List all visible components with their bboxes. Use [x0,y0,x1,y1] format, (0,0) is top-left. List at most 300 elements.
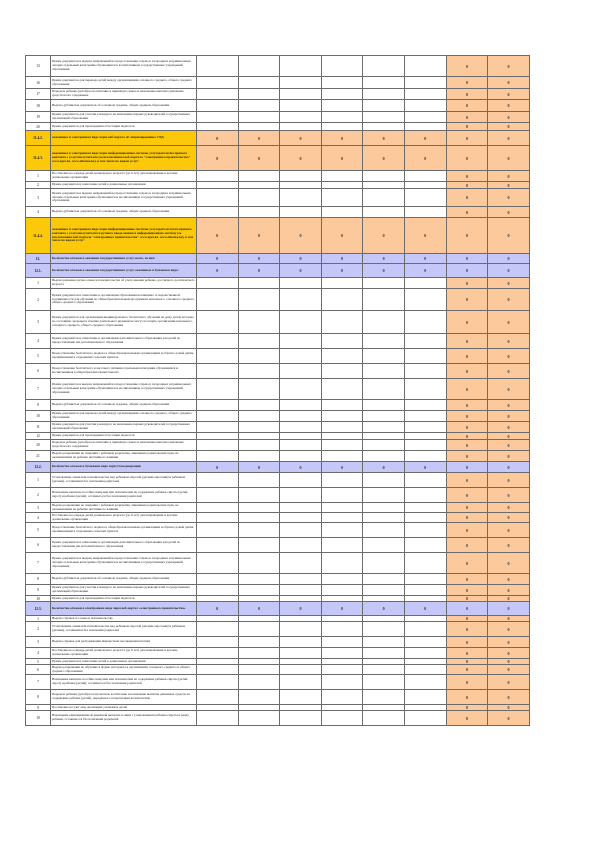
value-cell: 0 [446,523,488,538]
row-description: Постановка на очередь детей дошкольного возраста (до 6 лет) для направления в детские дошкольные организации [51,513,197,523]
value-cell [197,574,239,585]
value-cell [238,182,280,189]
value-cell [238,56,280,77]
value-cell [197,411,239,422]
value-cell [404,349,446,364]
value-cell: 0 [446,400,488,411]
value-cell: 0 [404,146,446,171]
value-cell [280,711,322,726]
value-cell: 0 [488,207,530,218]
value-cell [238,523,280,538]
value-cell [363,56,405,77]
value-cell [280,553,322,574]
value-cell: 0 [488,602,530,616]
value-cell [280,56,322,77]
value-cell [404,665,446,675]
row-description: Постановка на очередь детей дошкольного возраста (до 6 лет) для направления в детские дошкольные организации [51,648,197,659]
row-description: Прием документов для прохождения аттестации педагогов [51,123,197,131]
value-cell [197,637,239,648]
value-cell: 0 [488,77,530,89]
value-cell [404,473,446,488]
value-cell: 0 [488,182,530,189]
table-row [26,112,530,123]
table-row [26,123,530,131]
row-description: Прием документов для прохождения аттестации педагогов [51,433,197,440]
value-cell: 0 [280,264,322,278]
value-cell: 0 [488,665,530,675]
value-cell: 0 [197,462,239,473]
table-row [26,574,530,585]
row-description: Прием документов для прохождения аттестации педагогов [51,596,197,602]
value-cell: 0 [488,451,530,462]
row-number: 11.4.4. [26,218,51,254]
value-cell: 0 [488,100,530,112]
value-cell [238,553,280,574]
value-cell: 0 [488,189,530,207]
value-cell [363,112,405,123]
row-description: Количество отказов в бумажном виде через Госкорпорацию [51,462,197,473]
table-row [26,513,530,523]
row-description: Выдача решения органа опеки и попечительства об учете мнения ребенка, достигшего десятилетнего возраста [51,278,197,289]
table-row [26,648,530,659]
section-row-blue [26,602,530,616]
value-cell [363,89,405,100]
value-cell: 0 [280,146,322,171]
section-row-blue [26,264,530,278]
value-cell [197,422,239,433]
value-cell [404,364,446,379]
value-cell: 0 [488,334,530,349]
value-cell: 0 [404,602,446,616]
value-cell [197,451,239,462]
value-cell: 0 [238,131,280,146]
row-number: 12. [26,254,51,264]
value-cell: 0 [446,311,488,334]
row-description: Постановка на очередь детей дошкольного возраста (до 6 лет) для направления в детские дошкольные организации [51,171,197,182]
value-cell [280,207,322,218]
row-description: Количество отказов в оказании государственных услуг, всего, из них: [51,254,197,264]
value-cell: 0 [238,264,280,278]
value-cell: 0 [446,440,488,451]
row-description: оказанных в электронном виде через информационные системы услугодателя путем прямого контакта с услугополучателем и ручного ввода заявки в информационную систему (за исключением веб-портала "электронного правительства" www.egov.kz, www.elicense.kz), в том числе по видам услуг: [51,218,197,254]
value-cell: 0 [488,523,530,538]
value-cell [321,364,363,379]
value-cell: 0 [488,112,530,123]
value-cell [404,100,446,112]
report-table [25,55,530,726]
value-cell: 0 [446,422,488,433]
value-cell [404,334,446,349]
table-row [26,207,530,218]
value-cell [280,112,322,123]
value-cell [238,690,280,705]
value-cell [238,100,280,112]
value-cell [363,411,405,422]
row-description: Прием документов и зачисление детей в дошкольные организации [51,182,197,189]
table-row [26,637,530,648]
value-cell [404,574,446,585]
value-cell [404,440,446,451]
value-cell [197,523,239,538]
value-cell [238,622,280,637]
row-number: 20 [26,123,51,131]
table-row [26,89,530,100]
value-cell [321,648,363,659]
row-description: Прием документов и зачисление в организации образования независимо от ведомственной подчиненности для обучения по общеобразовательным программам начального, основного среднего, общего среднего образования [51,289,197,311]
value-cell: 0 [446,254,488,264]
row-number: 4 [26,207,51,218]
value-cell [363,585,405,596]
value-cell [321,411,363,422]
value-cell: 0 [488,462,530,473]
value-cell [197,538,239,553]
value-cell [321,433,363,440]
value-cell: 0 [321,146,363,171]
row-description: Предоставление бесплатного и льготного питания отдельным категориям обучающихся и воспитанников в общеобразовательных школах [51,364,197,379]
value-cell: 0 [446,77,488,89]
table-row [26,503,530,513]
value-cell [404,207,446,218]
value-cell [197,77,239,89]
value-cell [363,451,405,462]
table-row [26,665,530,675]
value-cell [404,89,446,100]
value-cell: 0 [197,602,239,616]
value-cell [363,574,405,585]
value-cell [404,637,446,648]
value-cell [321,585,363,596]
value-cell: 0 [446,711,488,726]
value-cell [238,665,280,675]
value-cell: 0 [238,602,280,616]
value-cell: 0 [363,254,405,264]
value-cell [321,112,363,123]
value-cell [321,334,363,349]
value-cell [363,123,405,131]
value-cell [363,422,405,433]
value-cell: 0 [446,264,488,278]
row-description: Прием документов и выдача направлений на предоставление отдыха в загородных и пришкольных лагерях отдельным категориям обучающихся и воспитанников государственных учреждений образования [51,379,197,400]
value-cell: 0 [488,553,530,574]
row-description: Назначение единовременной денежной выплаты в связи с усыновлением ребенка-сироты и (или) ребенка, оставшегося без попечения родителей [51,711,197,726]
table-row [26,538,530,553]
value-cell: 0 [488,503,530,513]
table-row [26,622,530,637]
value-cell: 0 [488,690,530,705]
value-cell: 0 [321,602,363,616]
row-description: Постановка на учет лиц, желающих усыновить детей [51,705,197,711]
table-row [26,488,530,503]
table-row [26,100,530,112]
value-cell: 0 [280,462,322,473]
value-cell [321,675,363,690]
value-cell [197,675,239,690]
value-cell: 0 [446,364,488,379]
value-cell [321,488,363,503]
value-cell [280,574,322,585]
value-cell [238,334,280,349]
row-description: Прием документов и выдача направлений на предоставление отдыха в загородных и пришкольных лагерях отдельным категориям обучающихся и воспитанников государственных учреждений образования [51,189,197,207]
row-description: Прием документов и выдача направлений на предоставление отдыха в загородных и пришкольных лагерях отдельным категориям обучающихся в воспитанников государственных учреждений образования [51,56,197,77]
row-description: Назначение выплаты пособия опекунам или попечителям на содержание ребенка-сироты (детей-сирот) и ребенка (детей), оставшегося без попечения родителей [51,488,197,503]
value-cell [404,112,446,123]
row-number: 3 [26,637,51,648]
value-cell [321,56,363,77]
value-cell [404,585,446,596]
value-cell: 0 [488,538,530,553]
value-cell [197,400,239,411]
row-description: Прием документов для участия в конкурсе на назначение первых руководителей государственных организаций образования [51,585,197,596]
value-cell [404,451,446,462]
row-number: 12.1. [26,264,51,278]
value-cell: 0 [488,400,530,411]
value-cell: 0 [446,289,488,311]
table-row [26,553,530,574]
value-cell [321,123,363,131]
value-cell [197,334,239,349]
value-cell: 0 [446,182,488,189]
value-cell: 0 [488,264,530,278]
value-cell [280,182,322,189]
row-description: оказанных в электронном виде через веб-портал «Е-лицензирование» ГБД [51,131,197,146]
value-cell [238,364,280,379]
value-cell [321,503,363,513]
value-cell [238,503,280,513]
row-description: Предоставление бесплатного подвоза к общеобразовательным организациям и обратно домой детям, проживающим в отдаленных сельских пунктах [51,523,197,538]
value-cell: 0 [238,146,280,171]
value-cell: 0 [488,254,530,264]
value-cell [238,440,280,451]
value-cell: 0 [321,254,363,264]
value-cell [280,665,322,675]
value-cell: 0 [488,171,530,182]
row-description: Прием документов и зачисление в организации дополнительного образования для детей по предоставлению им дополнительного образования [51,538,197,553]
value-cell [280,411,322,422]
row-number: 7 [26,379,51,400]
value-cell [404,553,446,574]
value-cell: 0 [446,622,488,637]
row-description: Выдача разрешения на свидания с ребенком родителям, лишенным родительских прав, не оказывающим на ребенка негативного влияния [51,451,197,462]
value-cell: 0 [446,616,488,622]
value-cell [238,433,280,440]
value-cell [238,278,280,289]
section-row-blue [26,462,530,473]
value-cell: 0 [488,278,530,289]
value-cell [363,171,405,182]
value-cell: 0 [488,637,530,648]
value-cell [321,473,363,488]
value-cell: 0 [446,379,488,400]
value-cell [197,711,239,726]
value-cell [238,513,280,523]
row-number: 1 [26,278,51,289]
value-cell [280,585,322,596]
value-cell: 0 [446,596,488,602]
value-cell [321,622,363,637]
row-description: Прием документов для перевода детей между организациями основного среднего, общего среднего образования [51,411,197,422]
report-table-body [26,56,530,726]
value-cell [280,189,322,207]
value-cell [238,411,280,422]
row-number: 8 [26,400,51,411]
value-cell: 0 [446,112,488,123]
value-cell [321,77,363,89]
value-cell [280,123,322,131]
row-description: Выдача разрешения на свидания с ребенком родителям, лишенным родительских прав, не оказывающим на ребенка негативного влияния [51,503,197,513]
row-description: Прием документов для организации индивидуального бесплатного обучения на дому детей, которые по состоянию здоровья в течение длительного времени не могут посещать организации начального, основного среднего, общего среднего образования [51,311,197,334]
value-cell [197,379,239,400]
value-cell [321,400,363,411]
value-cell: 0 [488,513,530,523]
value-cell [404,171,446,182]
row-number: 12.2. [26,462,51,473]
value-cell [197,278,239,289]
value-cell: 0 [488,411,530,422]
row-number: 19 [26,112,51,123]
value-cell: 0 [488,488,530,503]
value-cell: 0 [197,218,239,254]
value-cell: 0 [446,648,488,659]
value-cell [238,488,280,503]
row-number: 7 [26,553,51,574]
value-cell [363,665,405,675]
value-cell [197,311,239,334]
value-cell [197,665,239,675]
value-cell [197,488,239,503]
value-cell [238,400,280,411]
table-row [26,473,530,488]
value-cell: 0 [446,665,488,675]
row-number: 11.4.3. [26,146,51,171]
row-description: Выдача дубликатов документов об основном среднем, общем среднем образовании [51,100,197,112]
value-cell [197,349,239,364]
value-cell [238,675,280,690]
table-row [26,349,530,364]
row-description: Прием документов для участия в конкурсе на назначение первых руководителей государственных организаций образования [51,112,197,123]
row-description: Выдача разрешения на обучение в форме экстерната в организациях основного среднего и общего среднего образования [51,665,197,675]
value-cell [363,473,405,488]
value-cell [238,189,280,207]
row-description: Передача ребенка (детей) на патронатное воспитание и назначение выплаты денежных средств на содержание ребенка (детей), переданного патронатным воспитателям [51,690,197,705]
value-cell: 0 [446,171,488,182]
row-number: 13 [26,56,51,77]
row-number: 2 [26,289,51,311]
value-cell [404,182,446,189]
value-cell [238,311,280,334]
value-cell [321,690,363,705]
value-cell [363,311,405,334]
row-number: 5 [26,349,51,364]
row-number: 10 [26,411,51,422]
value-cell: 0 [404,254,446,264]
value-cell [404,675,446,690]
section-row-yellow [26,218,530,254]
value-cell [280,334,322,349]
row-description: оказанных в электронном виде через информационные системы услугодателя без прямого контакта с услугополучателем (за исключением веб-портала "электронного правительства" www.egov.kz, www.elicense.kz), в том числе по видам услуг: [51,146,197,171]
value-cell [404,77,446,89]
value-cell: 0 [488,311,530,334]
table-row [26,77,530,89]
value-cell [363,523,405,538]
row-number: 4 [26,513,51,523]
value-cell: 0 [446,488,488,503]
value-cell: 0 [488,616,530,622]
value-cell [238,538,280,553]
value-cell: 0 [404,264,446,278]
value-cell [363,440,405,451]
value-cell [238,711,280,726]
value-cell [197,123,239,131]
row-number: 7 [26,675,51,690]
value-cell [280,451,322,462]
value-cell [321,207,363,218]
row-description: Прием документов и зачисление в организации дополнительного образования для детей по предоставлению им дополнительного образования [51,334,197,349]
value-cell [321,278,363,289]
value-cell [238,637,280,648]
table-row [26,56,530,77]
row-number: 12 [26,433,51,440]
value-cell [280,422,322,433]
value-cell [363,77,405,89]
value-cell [404,123,446,131]
value-cell: 0 [446,585,488,596]
value-cell: 0 [321,264,363,278]
value-cell: 0 [363,218,405,254]
value-cell [197,553,239,574]
value-cell [197,56,239,77]
row-description: Выдача дубликатов документов об основном среднем, общем среднем образовании [51,207,197,218]
value-cell [280,538,322,553]
value-cell [404,311,446,334]
value-cell [280,675,322,690]
value-cell [321,440,363,451]
value-cell: 0 [446,503,488,513]
value-cell [197,513,239,523]
table-row [26,171,530,182]
row-description: Установление опеки или попечительства над ребенком-сиротой (детьми-сиротами) и ребенком (детьми), оставшимся без попечения родителей [51,622,197,637]
table-row [26,711,530,726]
value-cell: 0 [446,513,488,523]
value-cell [321,349,363,364]
value-cell: 0 [363,131,405,146]
value-cell: 0 [488,56,530,77]
row-number: 3 [26,503,51,513]
value-cell [280,690,322,705]
row-number: 11 [26,422,51,433]
value-cell [321,89,363,100]
value-cell [363,349,405,364]
value-cell: 0 [488,585,530,596]
table-row [26,334,530,349]
value-cell [363,278,405,289]
table-row [26,311,530,334]
row-description: Выдача справок для распоряжения имуществом несовершеннолетних [51,637,197,648]
section-row-blue [26,254,530,264]
value-cell [363,207,405,218]
value-cell [280,473,322,488]
table-row [26,675,530,690]
value-cell [321,513,363,523]
value-cell: 0 [488,705,530,711]
value-cell: 0 [488,146,530,171]
value-cell [197,433,239,440]
row-number: 6 [26,364,51,379]
value-cell [321,171,363,182]
value-cell [363,379,405,400]
value-cell: 0 [488,218,530,254]
value-cell [197,189,239,207]
value-cell [404,433,446,440]
